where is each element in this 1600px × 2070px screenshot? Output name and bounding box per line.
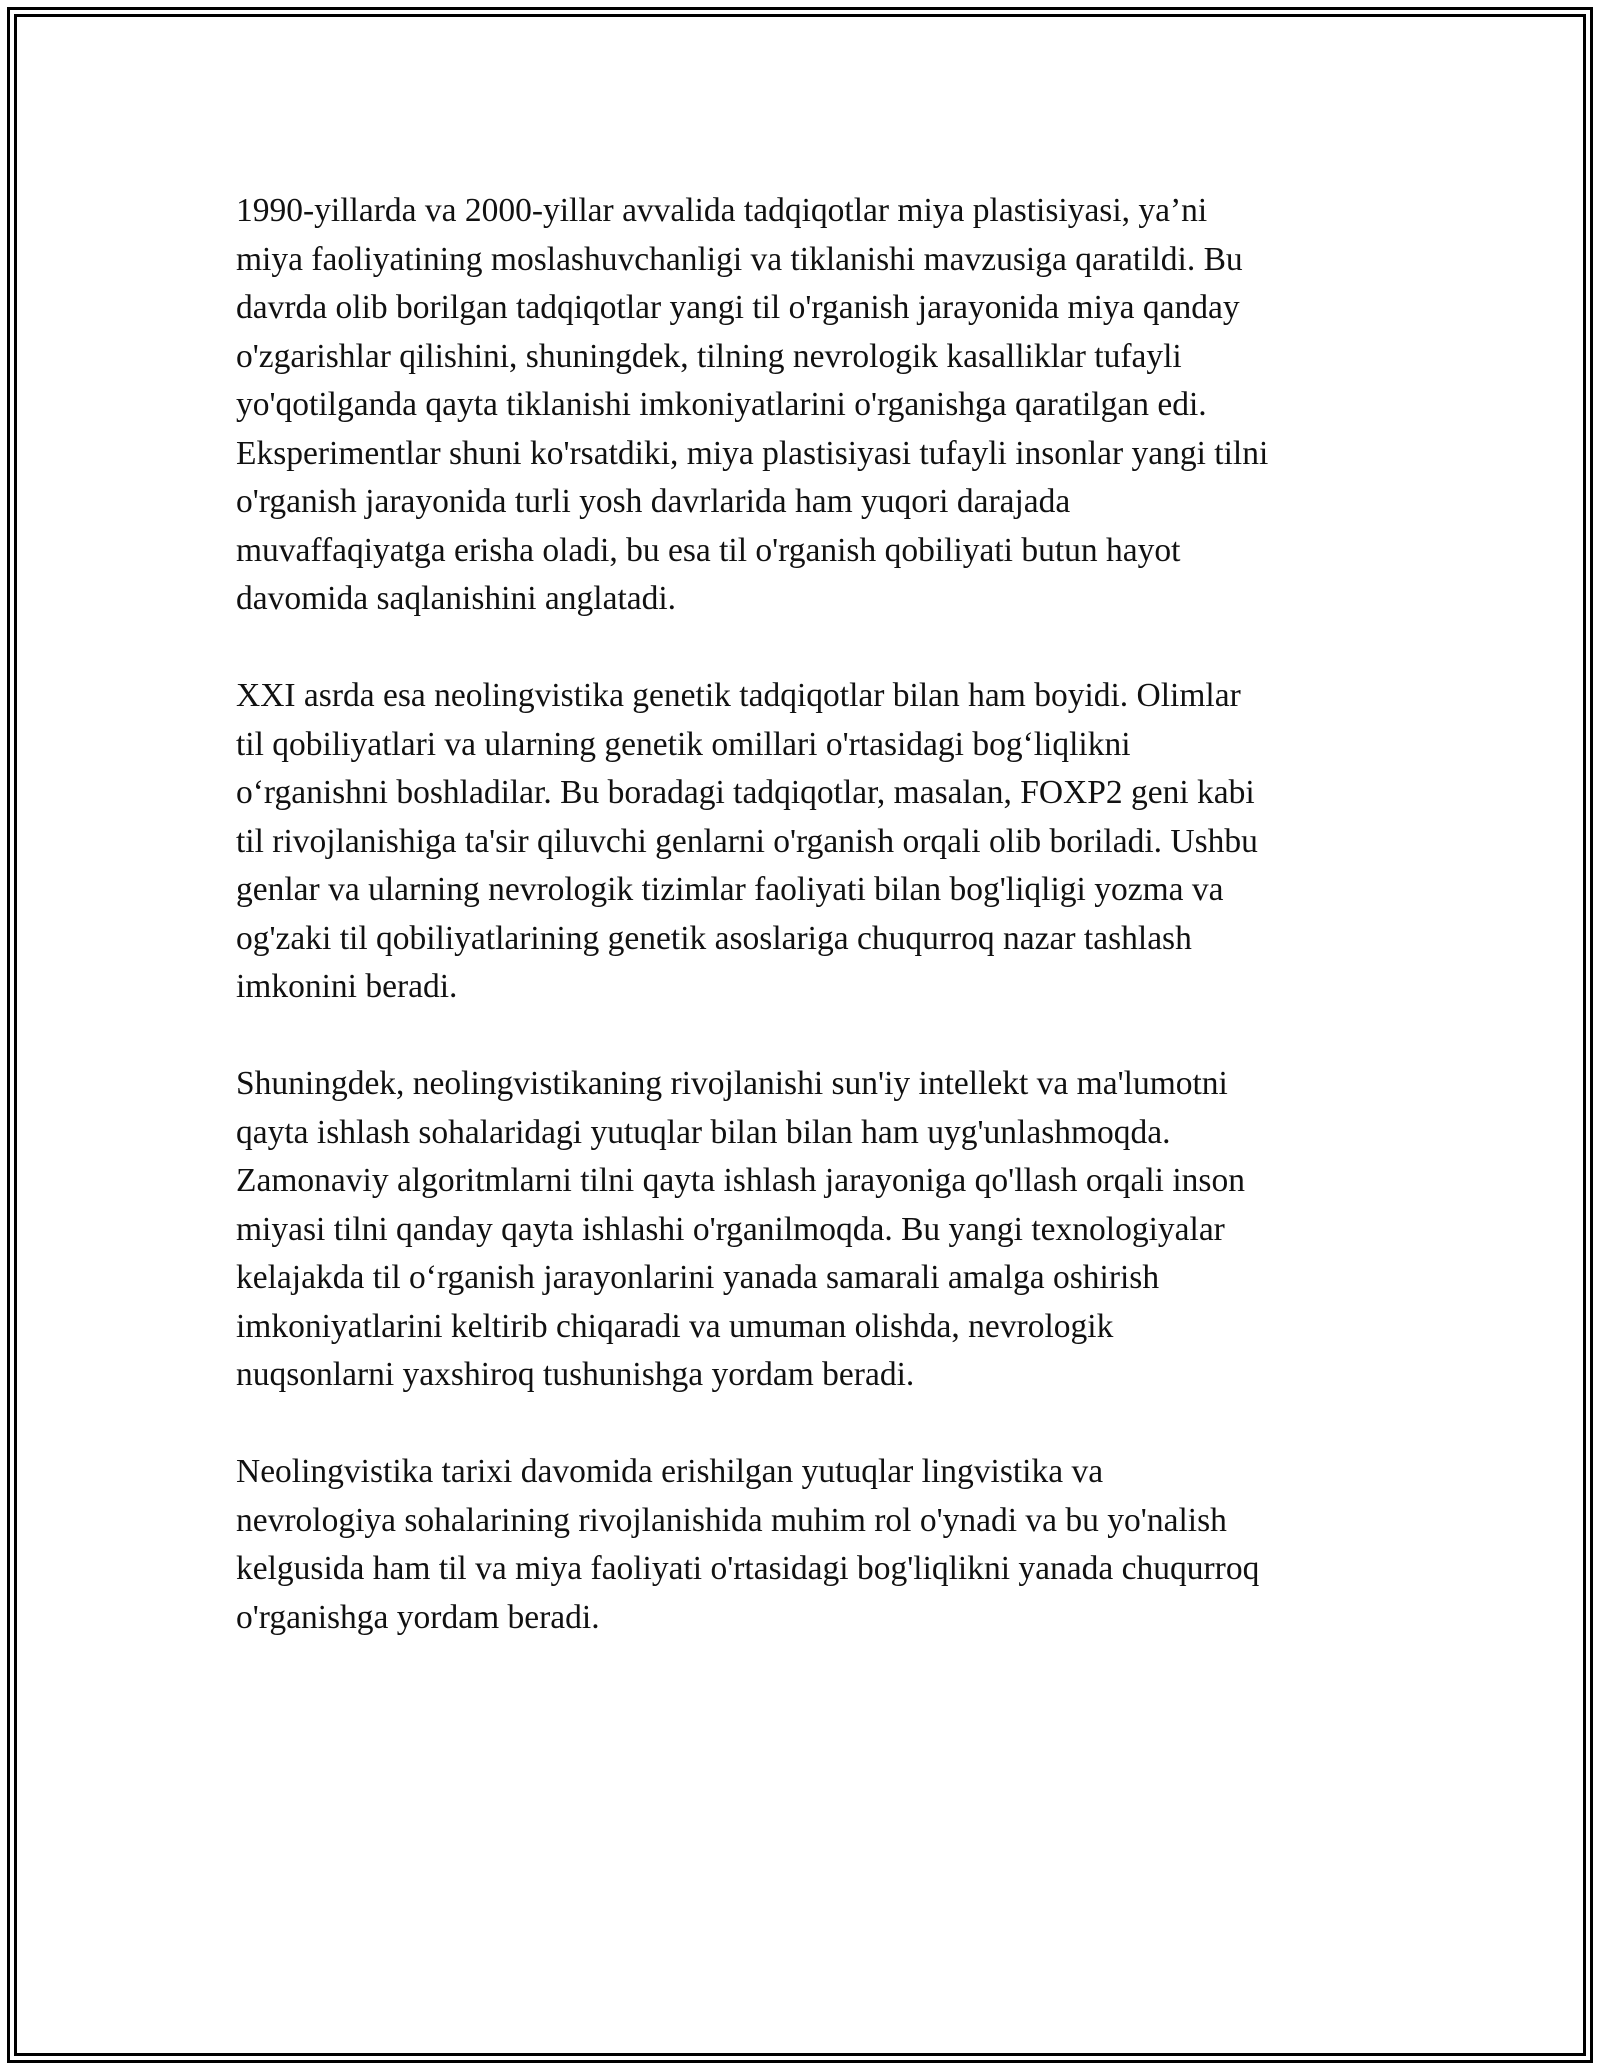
paragraph-line: Eksperimentlar shuni ko'rsatdiki, miya plastisiyasi tufayli insonlar yangi tilni: [236, 434, 1269, 472]
paragraph-3: [236, 1060, 1376, 1400]
paragraph-line: qayta ishlash sohalaridagi yutuqlar bilan bilan ham uyg'unlashmoqda.: [236, 1113, 1171, 1151]
paragraph-line: muvaffaqiyatga erisha oladi, bu esa til o'rganish qobiliyati butun hayot: [236, 531, 1181, 569]
paragraph-line: o'rganish jarayonida turli yosh davrlarida ham yuqori darajada: [236, 483, 1071, 520]
paragraph-line: genlar va ularning nevrologik tizimlar faoliyati bilan bog'liqligi yozma va: [236, 871, 1224, 908]
paragraph-4: [236, 1448, 1376, 1642]
paragraph-line: o'zgarishlar qilishini, shuningdek, tilning nevrologik kasalliklar tufayli: [236, 337, 1182, 375]
paragraph-line: miya faoliyatining moslashuvchanligi va tiklanishi mavzusiga qaratildi. Bu: [236, 240, 1243, 278]
paragraph-line: og'zaki til qobiliyatlarining genetik asoslariga chuqurroq nazar tashlash: [236, 919, 1192, 957]
paragraph-line: imkoniyatlarini keltirib chiqaradi va umuman olishda, nevrologik: [236, 1307, 1114, 1345]
paragraph-line: o‘rganishni boshladilar. Bu boradagi tadqiqotlar, masalan, FOXP2 geni kabi: [236, 774, 1255, 811]
paragraph-line: Neolingvistika tarixi davomida erishilgan yutuqlar lingvistika va: [236, 1453, 1104, 1490]
paragraph-line: yo'qotilganda qayta tiklanishi imkoniyatlarini o'rganishga qaratilgan edi.: [236, 386, 1207, 423]
paragraph-line: imkonini beradi.: [236, 968, 458, 1005]
paragraph-line: til qobiliyatlari va ularning genetik omillari o'rtasidagi bog‘liqlikni: [236, 725, 1131, 763]
paragraph-line: nuqsonlarni yaxshiroq tushunishga yordam beradi.: [236, 1356, 915, 1393]
paragraph-line: davrda olib borilgan tadqiqotlar yangi til o'rganish jarayonida miya qanday: [236, 289, 1240, 326]
paragraph-line: til rivojlanishiga ta'sir qiluvchi genlarni o'rganish orqali olib boriladi. Ushbu: [236, 822, 1258, 860]
paragraph-line: XXI asrda esa neolingvistika genetik tadqiqotlar bilan ham boyidi. Olimlar: [236, 677, 1241, 714]
paragraph-1: [236, 187, 1376, 624]
paragraph-line: kelajakda til o‘rganish jarayonlarini yanada samarali amalga oshirish: [236, 1259, 1160, 1296]
paragraph-line: davomida saqlanishini anglatadi.: [236, 580, 677, 617]
paragraph-line: kelgusida ham til va miya faoliyati o'rtasidagi bog'liqlikni yanada chuqurroq: [236, 1550, 1260, 1587]
paragraph-2: [236, 672, 1376, 1012]
paragraph-line: Shuningdek, neolingvistikaning rivojlanishi sun'iy intellekt va ma'lumotni: [236, 1065, 1228, 1102]
paragraph-line: o'rganishga yordam beradi.: [236, 1598, 600, 1636]
paragraph-line: 1990-yillarda va 2000-yillar avvalida tadqiqotlar miya plastisiyasi, ya’ni: [236, 192, 1208, 229]
paragraph-line: Zamonaviy algoritmlarni tilni qayta ishlash jarayoniga qo'llash orqali inson: [236, 1162, 1245, 1199]
paragraph-line: nevrologiya sohalarining rivojlanishida muhim rol o'ynadi va bu yo'nalish: [236, 1501, 1227, 1539]
paragraph-line: miyasi tilni qanday qayta ishlashi o'rganilmoqda. Bu yangi texnologiyalar: [236, 1210, 1225, 1248]
document-body: [236, 187, 1376, 1691]
